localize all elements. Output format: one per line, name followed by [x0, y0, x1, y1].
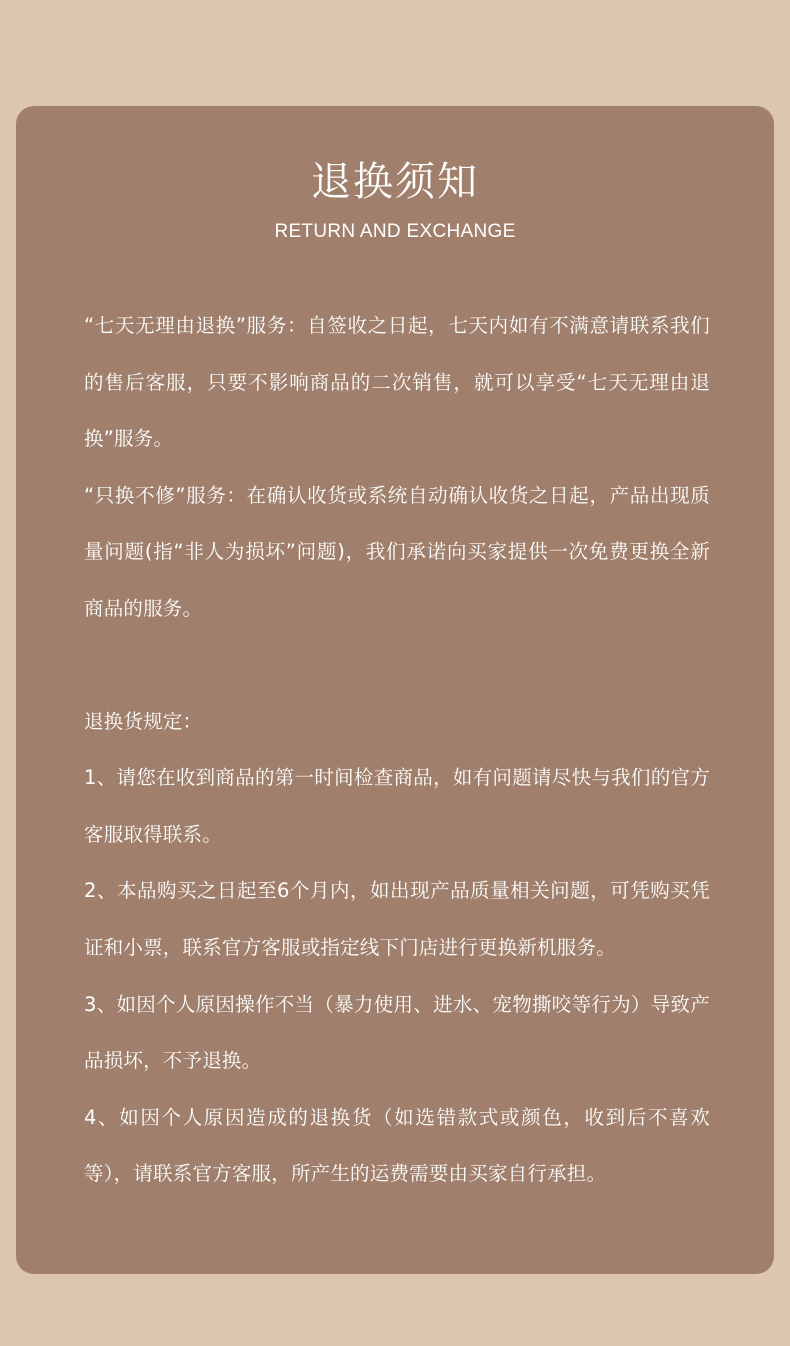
rule-item-1: 1、请您在收到商品的第一时间检查商品，如有问题请尽快与我们的官方客服取得联系。	[84, 766, 710, 846]
section-spacer	[84, 638, 710, 694]
rule-item-2: 2、本品购买之日起至6个月内，如出现产品质量相关问题，可凭购买凭证和小票，联系官方客服或指定线下门店进行更换新机服务。	[84, 879, 710, 959]
rules-heading: 退换货规定：	[84, 709, 203, 733]
notice-content	[84, 298, 710, 1203]
rule-item-4: 4、如因个人原因造成的退换货（如选错款式或颜色，收到后不喜欢等），请联系官方客服，所产生的运费需要由买家自行承担。	[84, 1105, 710, 1186]
rule-item-3: 3、如因个人原因操作不当（暴力使用、进水、宠物撕咬等行为）导致产品损坏，不予退换。	[84, 992, 710, 1073]
page-subtitle: RETURN AND EXCHANGE	[274, 221, 516, 242]
seven-day-return-paragraph: “七天无理由退换”服务：自签收之日起，七天内如有不满意请联系我们的售后客服，只要不影响商品的二次销售，就可以享受“七天无理由退换”服务。	[84, 314, 710, 451]
exchange-only-paragraph: “只换不修”服务：在确认收货或系统自动确认收货之日起，产品出现质量问题(指“非人为损坏”问题)，我们承诺向买家提供一次免费更换全新商品的服务。	[84, 483, 710, 620]
page-title: 退换须知	[311, 159, 479, 205]
